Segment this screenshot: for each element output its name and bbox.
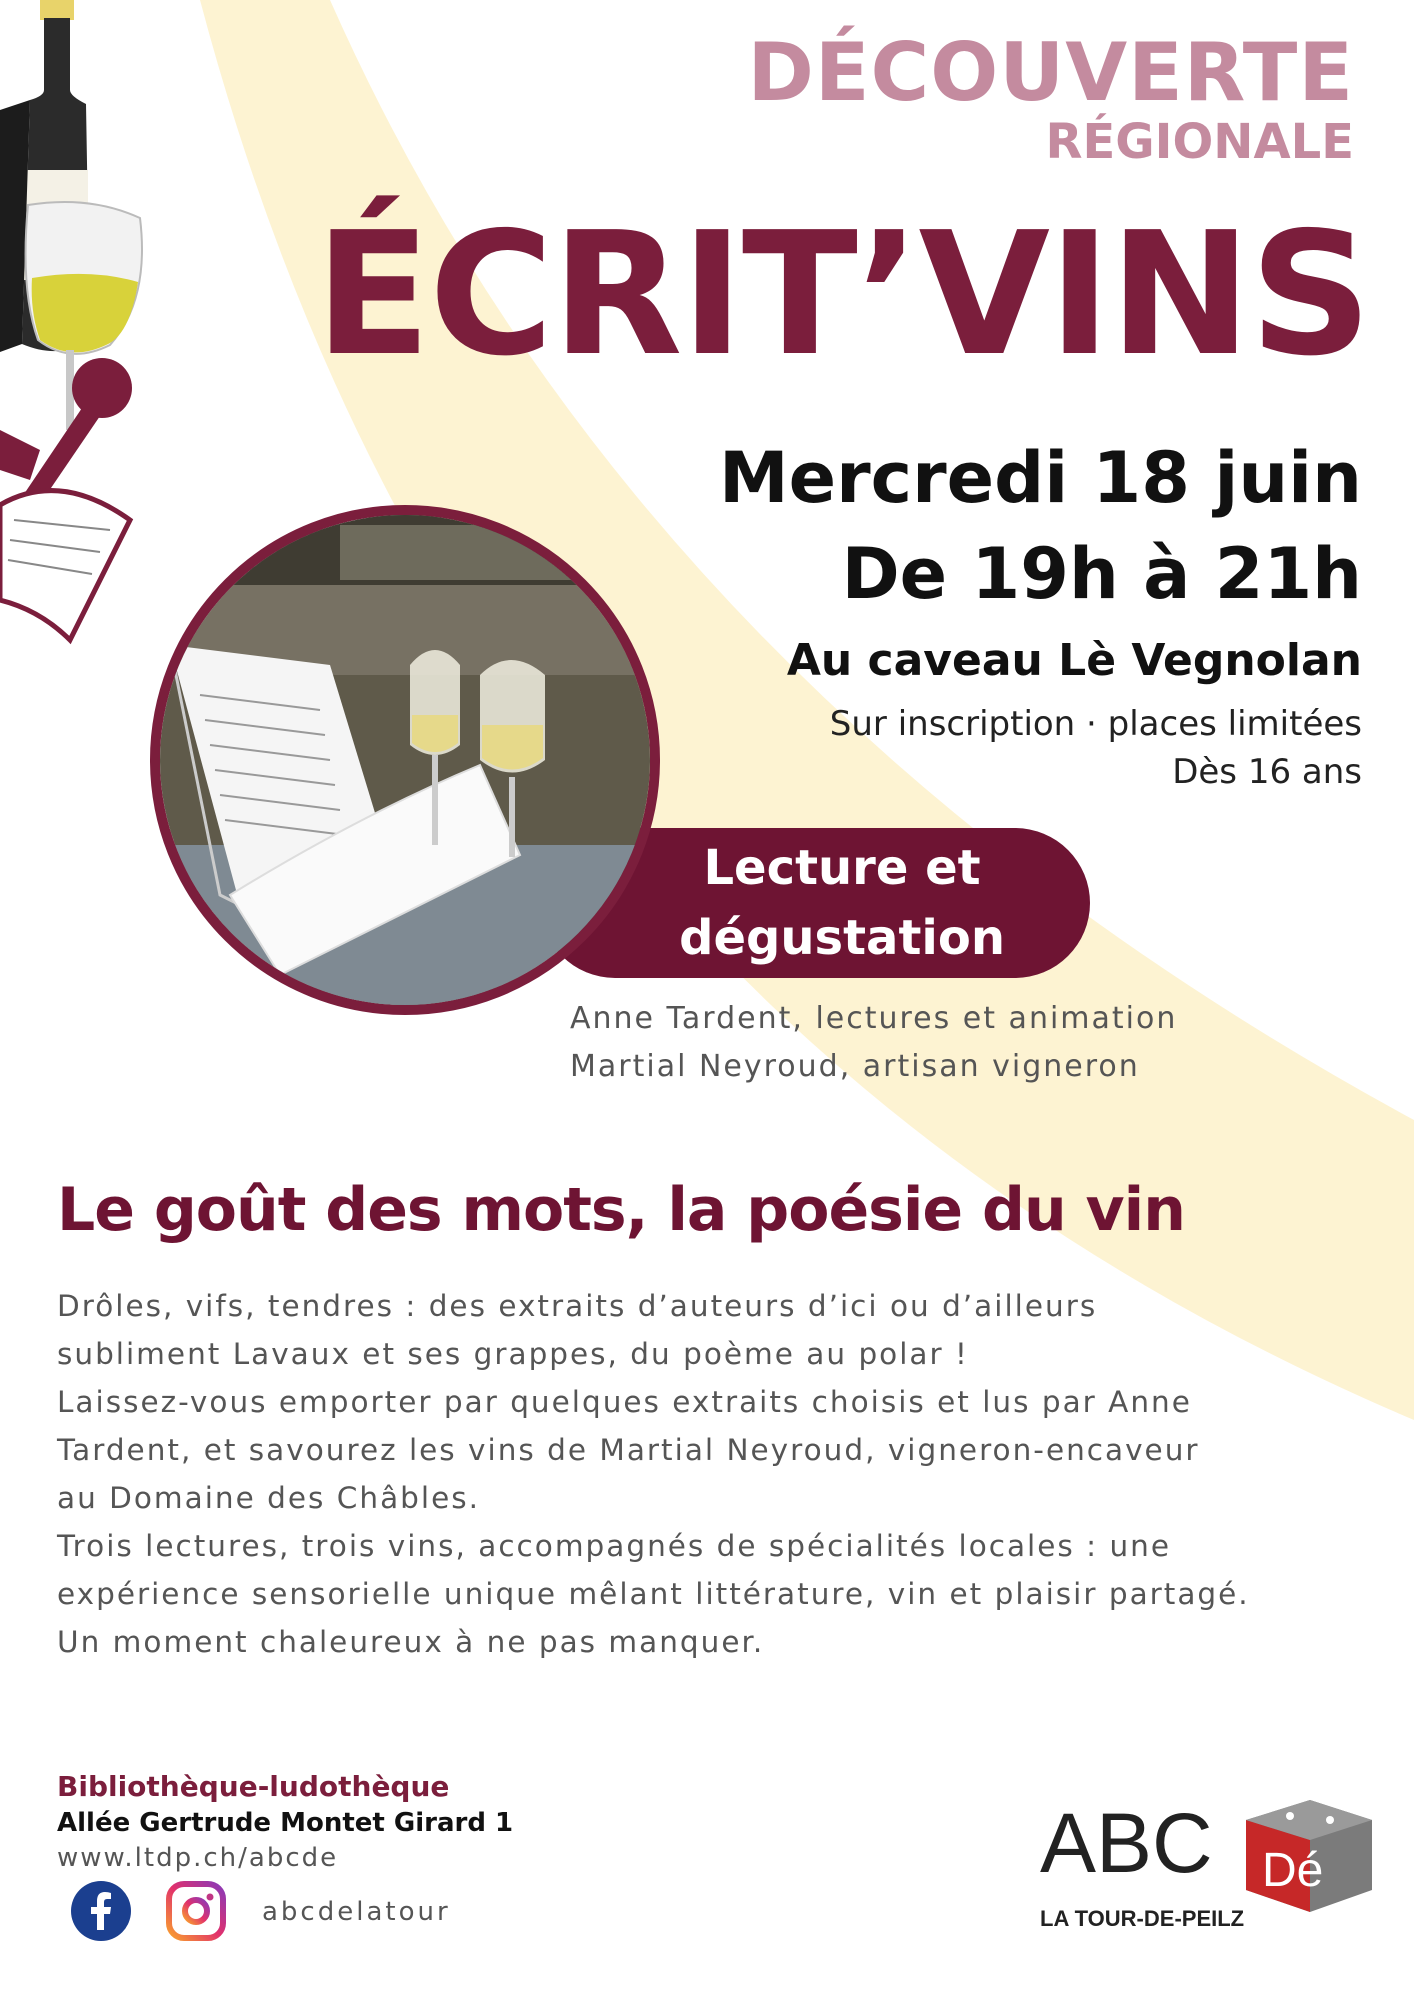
event-time: De 19h à 21h xyxy=(841,533,1362,615)
website-link[interactable]: www.ltdp.ch/abcde xyxy=(57,1843,339,1873)
event-category xyxy=(747,26,1354,170)
description-line: Drôles, vifs, tendres : des extraits d’auteurs d’ici ou d’ailleurs xyxy=(57,1289,1098,1323)
logo-letters: ABC xyxy=(1040,1796,1213,1890)
logo-subtitle: LA TOUR-DE-PEILZ xyxy=(1040,1906,1245,1931)
event-description xyxy=(57,1282,1357,1666)
pill-line1: Lecture et xyxy=(703,840,981,896)
wine-reading-illustration xyxy=(0,0,160,650)
social-handle[interactable]: abcdelatour xyxy=(262,1897,451,1927)
event-date: Mercredi 18 juin xyxy=(718,437,1362,519)
die-icon xyxy=(1246,1800,1372,1912)
description-line: Tardent, et savourez les vins de Martial Neyroud, vigneron-encaveur xyxy=(57,1433,1200,1467)
description-line: Un moment chaleureux à ne pas manquer. xyxy=(57,1625,765,1659)
abcde-logo xyxy=(1040,1790,1380,1940)
description-line: Trois lectures, trois vins, accompagnés de spécialités locales : une xyxy=(57,1529,1172,1563)
credit-winemaker: Martial Neyroud, artisan vigneron xyxy=(570,1049,1140,1084)
event-info xyxy=(830,700,1362,796)
library-name: Bibliothèque-ludothèque xyxy=(57,1770,450,1803)
description-line: au Domaine des Châbles. xyxy=(57,1481,480,1515)
category-line1: DÉCOUVERTE xyxy=(747,26,1354,119)
description-line: expérience sensorielle unique mêlant littérature, vin et plaisir partagé. xyxy=(57,1577,1250,1611)
book-and-wine-photo xyxy=(150,505,660,1015)
credit-reader: Anne Tardent, lectures et animation xyxy=(570,1001,1178,1036)
pill-line2: dégustation xyxy=(679,910,1005,966)
registration-note: Sur inscription · places limitées xyxy=(829,704,1362,744)
age-note: Dès 16 ans xyxy=(1172,752,1362,792)
open-book-icon xyxy=(0,491,130,640)
facebook-icon[interactable] xyxy=(70,1880,132,1942)
category-line2: RÉGIONALE xyxy=(1045,114,1354,170)
event-datetime xyxy=(719,430,1362,622)
section-heading: Le goût des mots, la poésie du vin xyxy=(57,1175,1185,1245)
die-text: Dé xyxy=(1262,1844,1324,1897)
description-line: subliment Lavaux et ses grappes, du poème au polar ! xyxy=(57,1337,969,1371)
credits xyxy=(570,995,1177,1091)
library-address: Allée Gertrude Montet Girard 1 xyxy=(57,1808,514,1838)
instagram-icon[interactable] xyxy=(165,1880,227,1942)
event-title: ÉCRIT’VINS xyxy=(314,196,1370,394)
event-venue: Au caveau Lè Vegnolan xyxy=(786,635,1362,686)
description-line: Laissez-vous emporter par quelques extraits choisis et lus par Anne xyxy=(57,1385,1192,1419)
